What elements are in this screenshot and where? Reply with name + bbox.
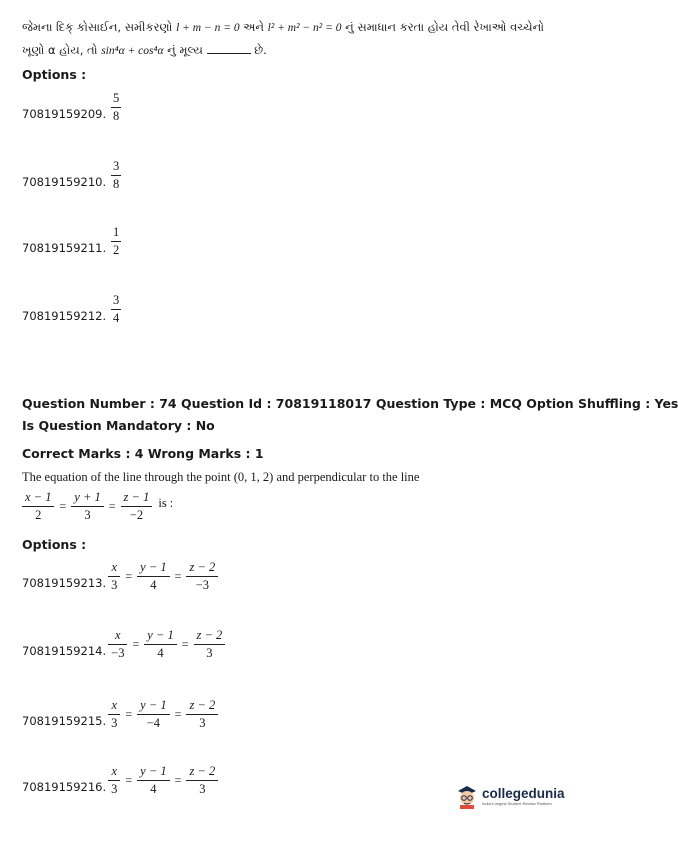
option-id: 70819159210. — [22, 175, 107, 189]
expression: sin⁴α + cos⁴α — [101, 45, 164, 57]
mascot-icon — [455, 783, 479, 809]
option-row[interactable] — [22, 294, 121, 325]
option-fraction: $\frac{3}{4}$ — [113, 293, 120, 325]
option-id: 70819159216. — [22, 780, 107, 794]
option-row[interactable] — [22, 92, 121, 123]
option-equation: $\frac{x}{3}$ = $\frac{y - 1}{-4}$ = $\frac{z - 2}{3}$ — [108, 699, 218, 730]
options-label: Options : — [22, 67, 87, 82]
option-row[interactable] — [22, 226, 121, 257]
question-74-text: The equation of the line through the point (0, 1, 2) and perpendicular to the line — [22, 470, 420, 484]
option-row[interactable] — [22, 765, 218, 796]
answer-blank — [207, 44, 251, 54]
option-id: 70819159209. — [22, 107, 107, 121]
question-74-header: Question Number : 74 Question Id : 70819118017 Question Type : MCQ Option Shuffling : Yes — [22, 396, 678, 411]
option-id: 70819159214. — [22, 644, 107, 658]
option-equation: $\frac{x}{-3}$ = $\frac{y - 1}{4}$ = $\frac{z - 2}{3}$ — [108, 629, 225, 660]
equation-2: l² + m² − n² = 0 — [267, 22, 342, 34]
collegedunia-logo — [455, 783, 565, 809]
option-row[interactable] — [22, 629, 225, 660]
option-fraction: $\frac{1}{2}$ — [113, 225, 120, 257]
option-equation: $\frac{x}{3}$ = $\frac{y - 1}{4}$ = $\frac{z - 2}{3}$ — [108, 765, 218, 796]
logo-name: collegedunia — [482, 786, 565, 801]
logo-tagline: India's largest Student Review Platform — [482, 801, 552, 806]
option-row[interactable] — [22, 160, 121, 191]
question-mandatory: Is Question Mandatory : No — [22, 418, 215, 433]
option-id: 70819159213. — [22, 576, 107, 590]
option-row[interactable] — [22, 699, 218, 730]
equation-1: l + m − n = 0 — [176, 22, 240, 34]
question-73-text: જેમના દિક્ કોસાઈન, સમીકરણો l + m − n = 0 અને l² + m² − n² = 0 નું સમાધાન કરતા હોય તેવી રેખાઓ વચ્ચેનો ખૂણો α હોય, તો sin⁴α + cos⁴α નું મૂલ્ય છે. — [22, 20, 545, 57]
option-id: 70819159212. — [22, 309, 107, 323]
given-line-equation: $\frac{x - 1}{2}$ = $\frac{y + 1}{3}$ = $\frac{z - 1}{-2}$ is : — [22, 491, 173, 522]
option-fraction: $\frac{5}{8}$ — [113, 91, 120, 123]
option-id: 70819159211. — [22, 241, 107, 255]
options-label: Options : — [22, 537, 87, 552]
option-equation: $\frac{x}{3}$ = $\frac{y - 1}{4}$ = $\frac{z - 2}{-3}$ — [108, 561, 218, 592]
question-marks: Correct Marks : 4 Wrong Marks : 1 — [22, 446, 264, 461]
option-fraction: $\frac{3}{8}$ — [113, 159, 120, 191]
option-id: 70819159215. — [22, 714, 107, 728]
option-row[interactable] — [22, 561, 218, 592]
